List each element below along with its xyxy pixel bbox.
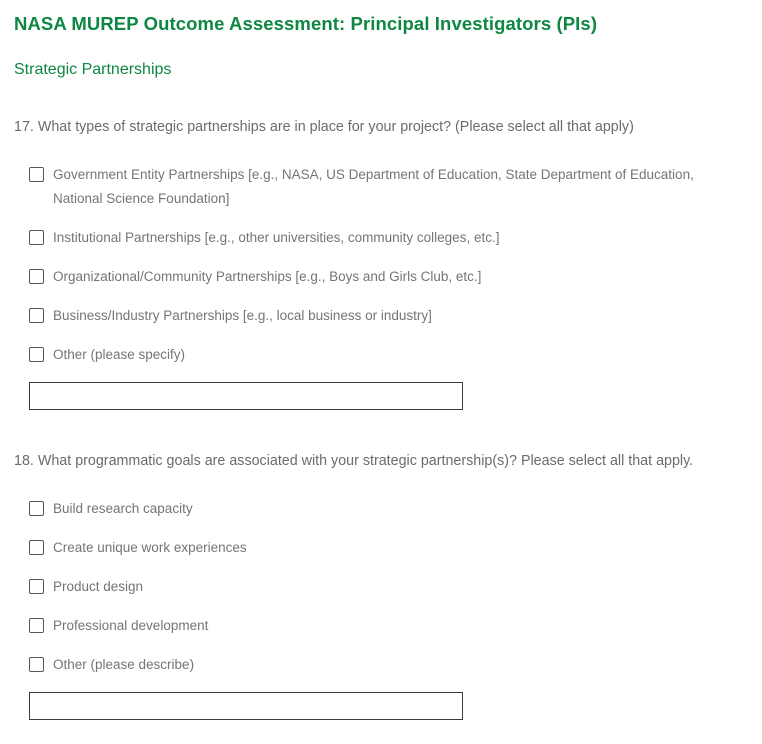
question-17-text: 17. What types of strategic partnerships are in place for your project? (Please select all that apply) <box>14 119 634 136</box>
checkbox-option-professional-development[interactable] <box>29 614 748 638</box>
option-label: Institutional Partnerships [e.g., other universities, community colleges, etc.] <box>53 230 500 246</box>
other-specify-input[interactable] <box>29 382 463 410</box>
option-label: Organizational/Community Partnerships [e.g., Boys and Girls Club, etc.] <box>53 269 482 285</box>
question-17-options <box>29 163 748 367</box>
checkbox-option-organizational-community[interactable] <box>29 265 748 289</box>
checkbox-option-institutional[interactable] <box>29 226 748 250</box>
option-label: Government Entity Partnerships [e.g., NASA, US Department of Education, State Department of Education, National Science Foundation] <box>53 167 694 207</box>
checkbox-option-other-describe[interactable] <box>29 653 748 677</box>
checkbox[interactable] <box>29 230 44 245</box>
question-18 <box>14 451 748 720</box>
option-label: Product design <box>53 579 144 595</box>
checkbox[interactable] <box>29 540 44 555</box>
question-18-options <box>29 497 748 677</box>
checkbox[interactable] <box>29 657 44 672</box>
option-label: Create unique work experiences <box>53 540 247 556</box>
checkbox-option-create-unique-work-experiences[interactable] <box>29 536 748 560</box>
checkbox-option-other-specify[interactable] <box>29 343 748 367</box>
question-17 <box>14 117 748 410</box>
checkbox-option-product-design[interactable] <box>29 575 748 599</box>
checkbox[interactable] <box>29 269 44 284</box>
checkbox[interactable] <box>29 579 44 594</box>
checkbox-option-build-research-capacity[interactable] <box>29 497 748 521</box>
page-title: NASA MUREP Outcome Assessment: Principal Investigators (PIs) <box>14 13 598 34</box>
checkbox-option-business-industry[interactable] <box>29 304 748 328</box>
option-label: Build research capacity <box>53 501 193 517</box>
option-label: Other (please describe) <box>53 657 195 673</box>
option-label: Other (please specify) <box>53 347 186 363</box>
option-label: Business/Industry Partnerships [e.g., local business or industry] <box>53 308 432 324</box>
option-label: Professional development <box>53 618 209 634</box>
other-describe-input[interactable] <box>29 692 463 720</box>
section-title: Strategic Partnerships <box>14 61 172 79</box>
checkbox[interactable] <box>29 618 44 633</box>
question-18-text: 18. What programmatic goals are associated with your strategic partnership(s)? Please select all that apply. <box>14 453 694 470</box>
checkbox[interactable] <box>29 347 44 362</box>
checkbox[interactable] <box>29 167 44 182</box>
checkbox[interactable] <box>29 501 44 516</box>
checkbox[interactable] <box>29 308 44 323</box>
checkbox-option-government-entity[interactable] <box>29 163 748 211</box>
